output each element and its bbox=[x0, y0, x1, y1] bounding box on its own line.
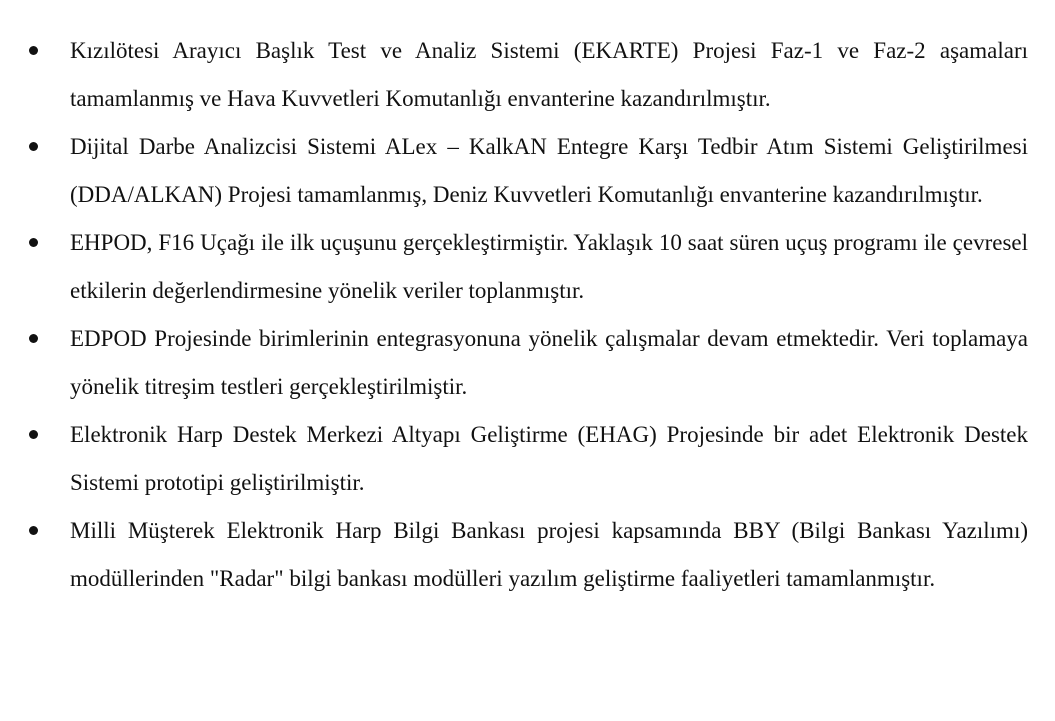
list-item-text: EHPOD, F16 Uçağı ile ilk uçuşunu gerçekleştirmiştir. Yaklaşık 10 saat süren uçuş programı ile çevresel etkilerin değerlendirmesine yönelik veriler toplanmıştır. bbox=[70, 230, 1028, 303]
list-item-text: Elektronik Harp Destek Merkezi Altyapı Geliştirme (EHAG) Projesinde bir adet Elektronik Destek Sistemi prototipi geliştirilmiştir. bbox=[70, 422, 1028, 495]
bullet-icon bbox=[29, 430, 38, 439]
list-item-text: Kızılötesi Arayıcı Başlık Test ve Analiz Sistemi (EKARTE) Projesi Faz-1 ve Faz-2 aşamaları tamamlanmış ve Hava Kuvvetleri Komutanlığı envanterine kazandırılmıştır. bbox=[70, 38, 1028, 111]
list-item bbox=[0, 123, 1028, 219]
list-item-text: Dijital Darbe Analizcisi Sistemi ALex – KalkAN Entegre Karşı Tedbir Atım Sistemi Geliştirilmesi (DDA/ALKAN) Projesi tamamlanmış, Deniz Kuvvetleri Komutanlığı envanterine kazandırılmıştır. bbox=[70, 134, 1028, 207]
list-item bbox=[0, 411, 1028, 507]
list-item-text: Milli Müşterek Elektronik Harp Bilgi Bankası projesi kapsamında BBY (Bilgi Bankası Yazılımı) modüllerinden "Radar" bilgi bankası modülleri yazılım geliştirme faaliyetleri tamamlanmıştır. bbox=[70, 518, 1028, 591]
bullet-icon bbox=[29, 46, 38, 55]
list-item bbox=[0, 219, 1028, 315]
bullet-icon bbox=[29, 526, 38, 535]
bullet-list bbox=[0, 27, 1055, 603]
list-item-text: EDPOD Projesinde birimlerinin entegrasyonuna yönelik çalışmalar devam etmektedir. Veri toplamaya yönelik titreşim testleri gerçekleştirilmiştir. bbox=[70, 326, 1028, 399]
bullet-icon bbox=[29, 238, 38, 247]
bullet-icon bbox=[29, 142, 38, 151]
bullet-icon bbox=[29, 334, 38, 343]
list-item bbox=[0, 507, 1028, 603]
list-item bbox=[0, 27, 1028, 123]
list-item bbox=[0, 315, 1028, 411]
